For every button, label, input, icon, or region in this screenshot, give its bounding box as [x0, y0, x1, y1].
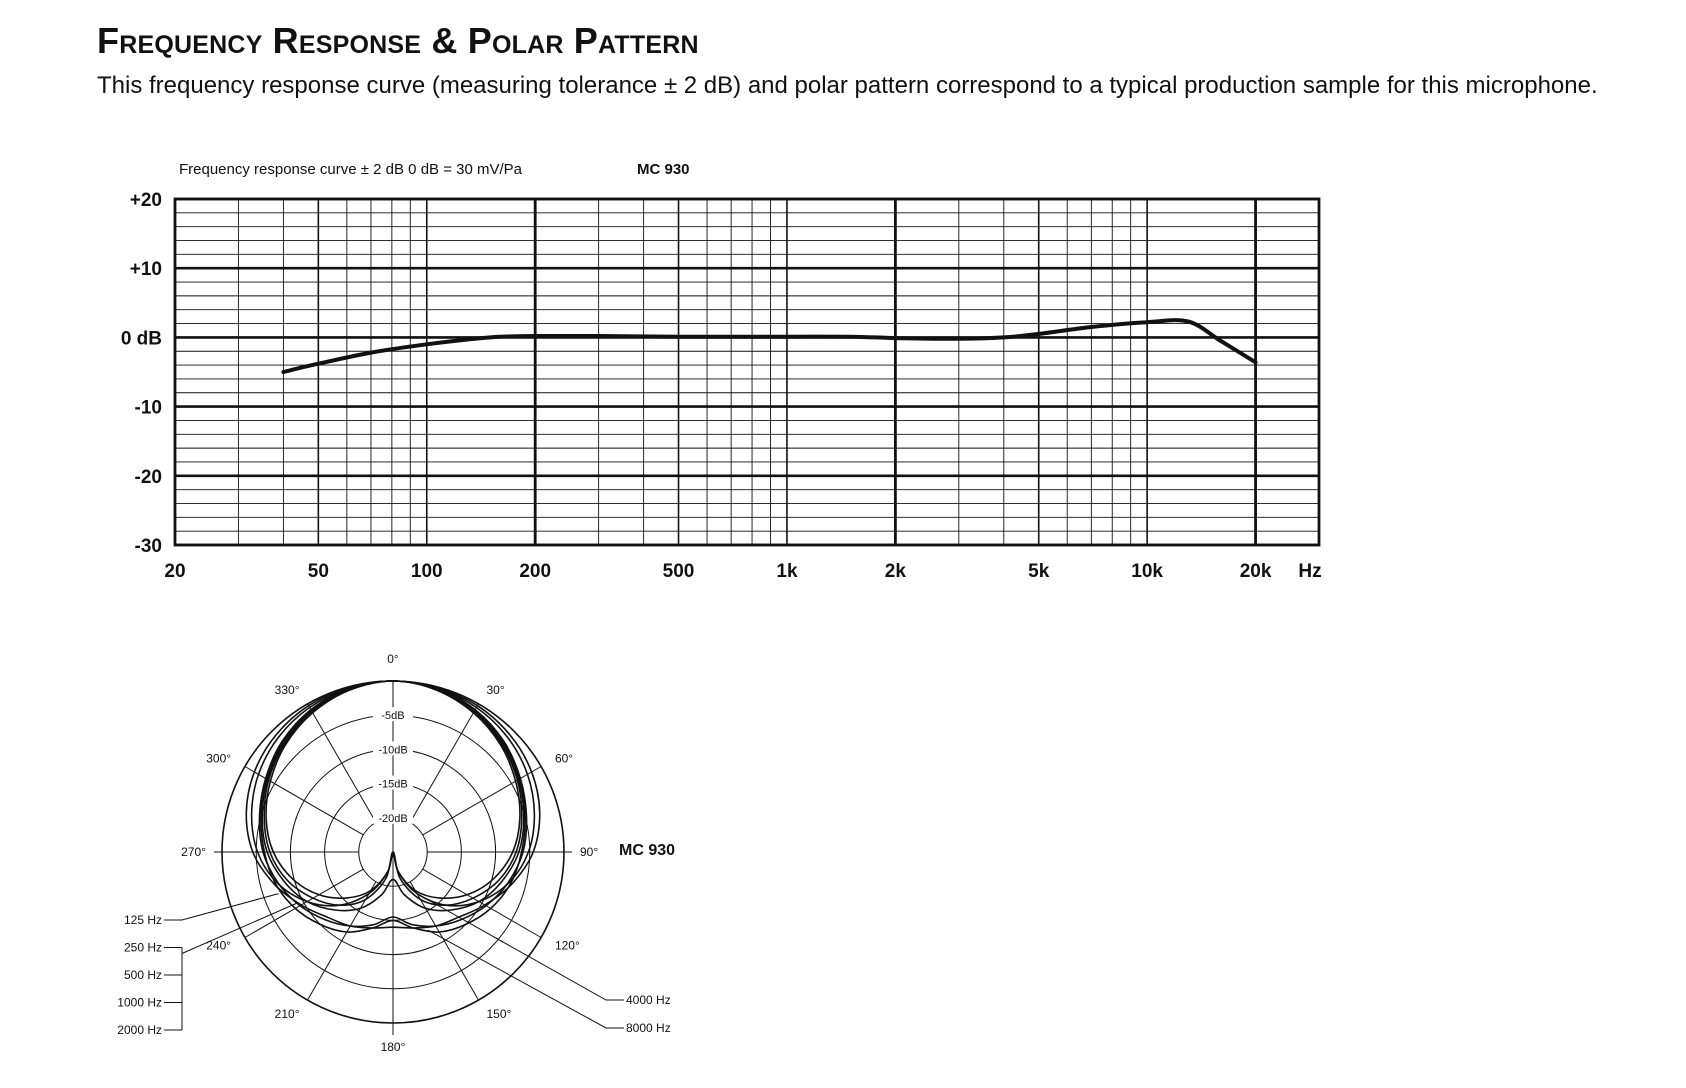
polar-legend-label: 500 Hz — [123, 968, 162, 982]
fr-model-label: MC 930 — [637, 161, 690, 178]
fr-y-tick-labels — [121, 190, 162, 557]
polar-angle-label: 30° — [486, 683, 505, 698]
polar-ring-label: -10dB — [378, 744, 408, 757]
polar-angle-label: 0° — [387, 652, 399, 666]
fr-caption: Frequency response curve ± 2 dB 0 dB = 30 mV/Pa — [179, 161, 523, 178]
polar-angle-label: 300° — [206, 751, 232, 766]
polar-legend-leader — [164, 894, 279, 920]
polar-ring-label: -15dB — [378, 778, 408, 791]
polar-spoke — [423, 869, 541, 937]
fr-y-tick-label: +10 — [129, 259, 162, 281]
fr-x-tick-label: 20 — [164, 561, 186, 582]
polar-legend-label: 4000 Hz — [626, 993, 671, 1007]
polar-angle-label: 210° — [274, 1006, 300, 1021]
polar-legend-label: 2000 Hz — [117, 1023, 162, 1037]
fr-x-tick-label: 1k — [776, 561, 798, 582]
polar-ring-label: -20dB — [378, 812, 408, 825]
polar-pattern-chart — [117, 652, 675, 1054]
section-heading: Frequency Response & Polar Pattern — [97, 20, 699, 61]
polar-legend — [117, 894, 670, 1038]
fr-response-curve — [283, 320, 1255, 372]
polar-spoke — [245, 869, 363, 937]
fr-x-tick-label: 200 — [519, 561, 552, 582]
fr-grid — [175, 199, 1319, 545]
polar-grid — [181, 652, 598, 1054]
fr-x-tick-label: 500 — [662, 561, 695, 582]
polar-legend-label: 1000 Hz — [117, 995, 162, 1010]
fr-x-tick-label: 10k — [1131, 561, 1163, 582]
polar-legend-label: 8000 Hz — [626, 1021, 671, 1035]
fr-x-tick-label: 100 — [410, 561, 443, 582]
fr-y-tick-label: -30 — [134, 536, 162, 557]
polar-spoke — [410, 704, 478, 822]
polar-angle-label: 180° — [380, 1040, 406, 1054]
fr-y-tick-label: 0 dB — [120, 328, 162, 350]
fr-x-tick-labels — [164, 561, 1271, 582]
fr-y-tick-label: -10 — [134, 397, 162, 419]
fr-x-tick-label: 50 — [307, 561, 329, 582]
polar-legend-label: 125 Hz — [123, 913, 162, 927]
polar-angle-label: 270° — [181, 845, 206, 859]
section-intro: This frequency response curve (measuring tolerance ± 2 dB) and polar pattern correspond to a typical production sample for this microphone. — [97, 72, 1598, 99]
polar-model-label: MC 930 — [619, 842, 676, 859]
fr-x-unit-label: Hz — [1298, 561, 1322, 582]
polar-legend-label: 250 Hz — [123, 940, 162, 955]
polar-spoke — [308, 704, 376, 822]
fr-x-tick-label: 20k — [1239, 561, 1272, 582]
polar-angle-label: 240° — [206, 938, 232, 953]
polar-angle-label: 120° — [554, 938, 580, 953]
polar-legend-leader — [428, 930, 624, 1028]
fr-x-tick-label: 5k — [1028, 561, 1050, 582]
fr-y-tick-label: -20 — [134, 466, 162, 488]
fr-x-tick-label: 2k — [884, 561, 906, 582]
polar-ring-label: -5dB — [381, 710, 405, 723]
polar-angle-label: 90° — [580, 845, 599, 859]
fr-y-tick-label: +20 — [129, 190, 162, 211]
frequency-response-chart — [121, 161, 1322, 582]
polar-angle-label: 150° — [486, 1006, 512, 1021]
polar-angle-label: 330° — [274, 683, 300, 698]
polar-angle-label: 60° — [554, 751, 574, 766]
